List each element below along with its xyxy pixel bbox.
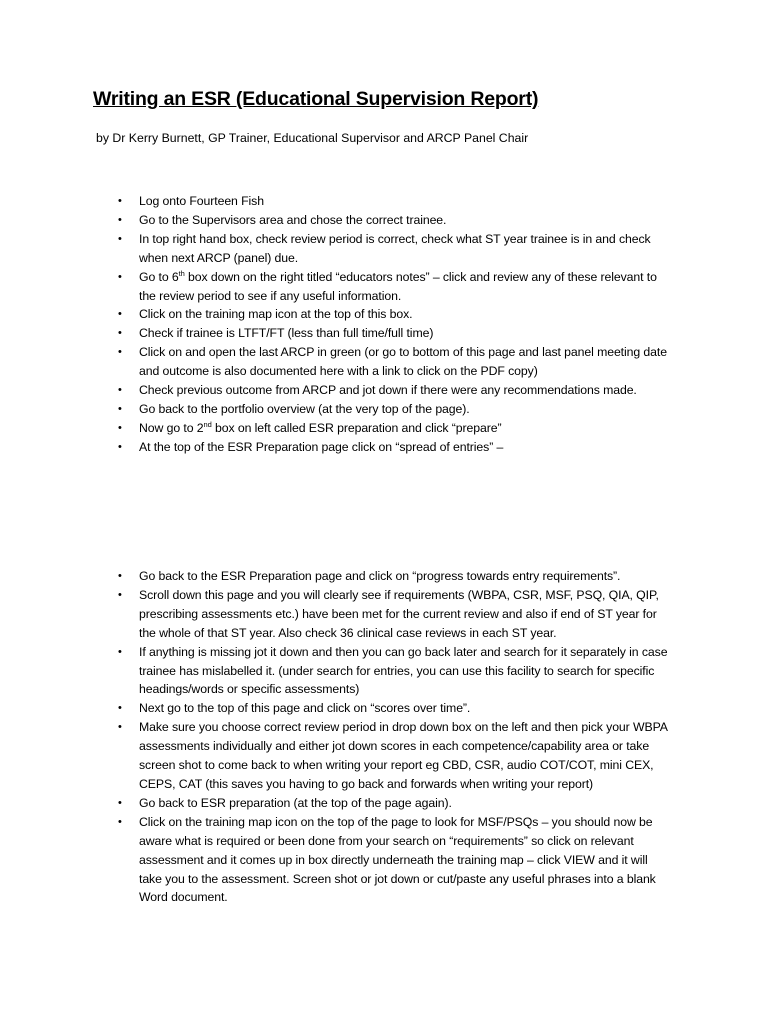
bullet-icon: •	[118, 702, 122, 715]
bullet-icon: •	[118, 796, 122, 809]
list-item-text	[139, 419, 671, 438]
list-item	[0, 699, 671, 718]
list-item-text: Log onto Fourteen Fish	[139, 194, 264, 208]
list-item-text-start: Now go to 2	[139, 420, 204, 435]
bullet-icon: •	[118, 421, 122, 434]
bullet-icon: •	[118, 327, 122, 340]
bullet-icon: •	[118, 232, 122, 245]
list-item	[0, 813, 671, 908]
bullet-icon: •	[118, 213, 122, 226]
list-item-text: If anything is missing jot it down and then you can go back later and search for it separately in case trainee has mislabelled it. (under search for entries, you can use this facility to search for specific headings/words or specific assessments)	[139, 644, 668, 697]
list-item	[0, 718, 671, 794]
list-item-text: Check if trainee is LTFT/FT (less than full time/full time)	[139, 326, 434, 341]
instruction-list-part-1	[0, 192, 768, 457]
list-item-text: Click on the training map icon on the top of the page to look for MSF/PSQs – you should now be aware what is required or been done from your search on “requirements” so click on relevant assessment and it comes up in box directly underneath the training map – click VIEW and it will take you to the assessment. Screen shot or jot down or cut/paste any useful phrases into a blank Word document.	[139, 814, 656, 905]
list-item	[0, 324, 671, 343]
list-item	[0, 230, 671, 268]
list-item	[0, 305, 671, 324]
list-item	[0, 211, 671, 230]
list-item-text: Click on and open the last ARCP in green (or go to bottom of this page and last panel meeting date and outcome is also documented here with a link to click on the PDF copy)	[139, 345, 667, 379]
bullet-icon: •	[118, 402, 122, 415]
list-item	[0, 794, 671, 813]
list-item	[0, 567, 671, 586]
list-item	[0, 192, 671, 211]
list-item	[0, 419, 671, 438]
list-item-text: Check previous outcome from ARCP and jot down if there were any recommendations made.	[139, 383, 637, 398]
list-item	[0, 643, 671, 700]
list-item-text: Go back to the ESR Preparation page and click on “progress towards entry requirements”.	[139, 569, 621, 583]
list-item-text: Go back to the portfolio overview (at the very top of the page).	[139, 401, 470, 416]
list-item-text-start: Go to 6	[139, 269, 179, 284]
document-byline: by Dr Kerry Burnett, GP Trainer, Educational Supervisor and ARCP Panel Chair	[96, 131, 529, 145]
list-item	[0, 438, 671, 457]
bullet-icon: •	[118, 270, 122, 283]
list-item-text: Scroll down this page and you will clearly see if requirements (WBPA, CSR, MSF, PSQ, QIA, QIP, prescribing assessments etc.) have been met for the current review and also if end of ST year for the whole of that ST year. Also check 36 clinical case reviews in each ST year.	[139, 587, 659, 640]
list-item	[0, 381, 671, 400]
bullet-icon: •	[118, 346, 122, 359]
instruction-list-part-2	[0, 567, 768, 907]
list-item	[0, 586, 671, 643]
list-item	[0, 400, 671, 419]
list-item-text-end: box on left called ESR preparation and click “prepare”	[211, 420, 502, 435]
bullet-icon: •	[118, 570, 122, 582]
list-item	[0, 268, 671, 306]
bullet-icon: •	[118, 645, 122, 658]
bullet-icon: •	[118, 384, 122, 397]
list-item-text: Go back to ESR preparation (at the top of the page again).	[139, 795, 452, 810]
ordinal-suffix: nd	[203, 419, 212, 429]
bullet-icon: •	[118, 308, 122, 321]
list-item-text: Make sure you choose correct review period in drop down box on the left and then pick your WBPA assessments individually and either jot down scores in each competence/capability area or take screen shot to come back to when writing your report eg CBD, CSR, audio COT/COT, mini CEX, CEPS, CAT (this saves you having to go back and forwards when writing your report)	[139, 720, 668, 791]
list-item	[0, 343, 671, 381]
list-item-text: In top right hand box, check review period is correct, check what ST year trainee is in and check when next ARCP (panel) due.	[139, 231, 651, 265]
bullet-icon: •	[118, 588, 122, 601]
document-title: Writing an ESR (Educational Supervision Report)	[93, 88, 539, 110]
list-item-text	[139, 268, 671, 306]
list-item-text: At the top of the ESR Preparation page click on “spread of entries” –	[139, 439, 504, 454]
list-item-text-end: box down on the right titled “educators notes” – click and review any of these relevant to the review period to see if any useful information.	[139, 269, 657, 303]
bullet-icon: •	[118, 440, 122, 453]
list-item-text: Next go to the top of this page and click on “scores over time”.	[139, 701, 471, 716]
list-item-text: Click on the training map icon at the top of this box.	[139, 307, 413, 322]
bullet-icon: •	[118, 721, 122, 734]
ordinal-suffix: th	[178, 268, 185, 278]
bullet-icon: •	[118, 195, 122, 207]
bullet-icon: •	[118, 815, 122, 828]
list-item-text: Go to the Supervisors area and chose the correct trainee.	[139, 212, 447, 227]
